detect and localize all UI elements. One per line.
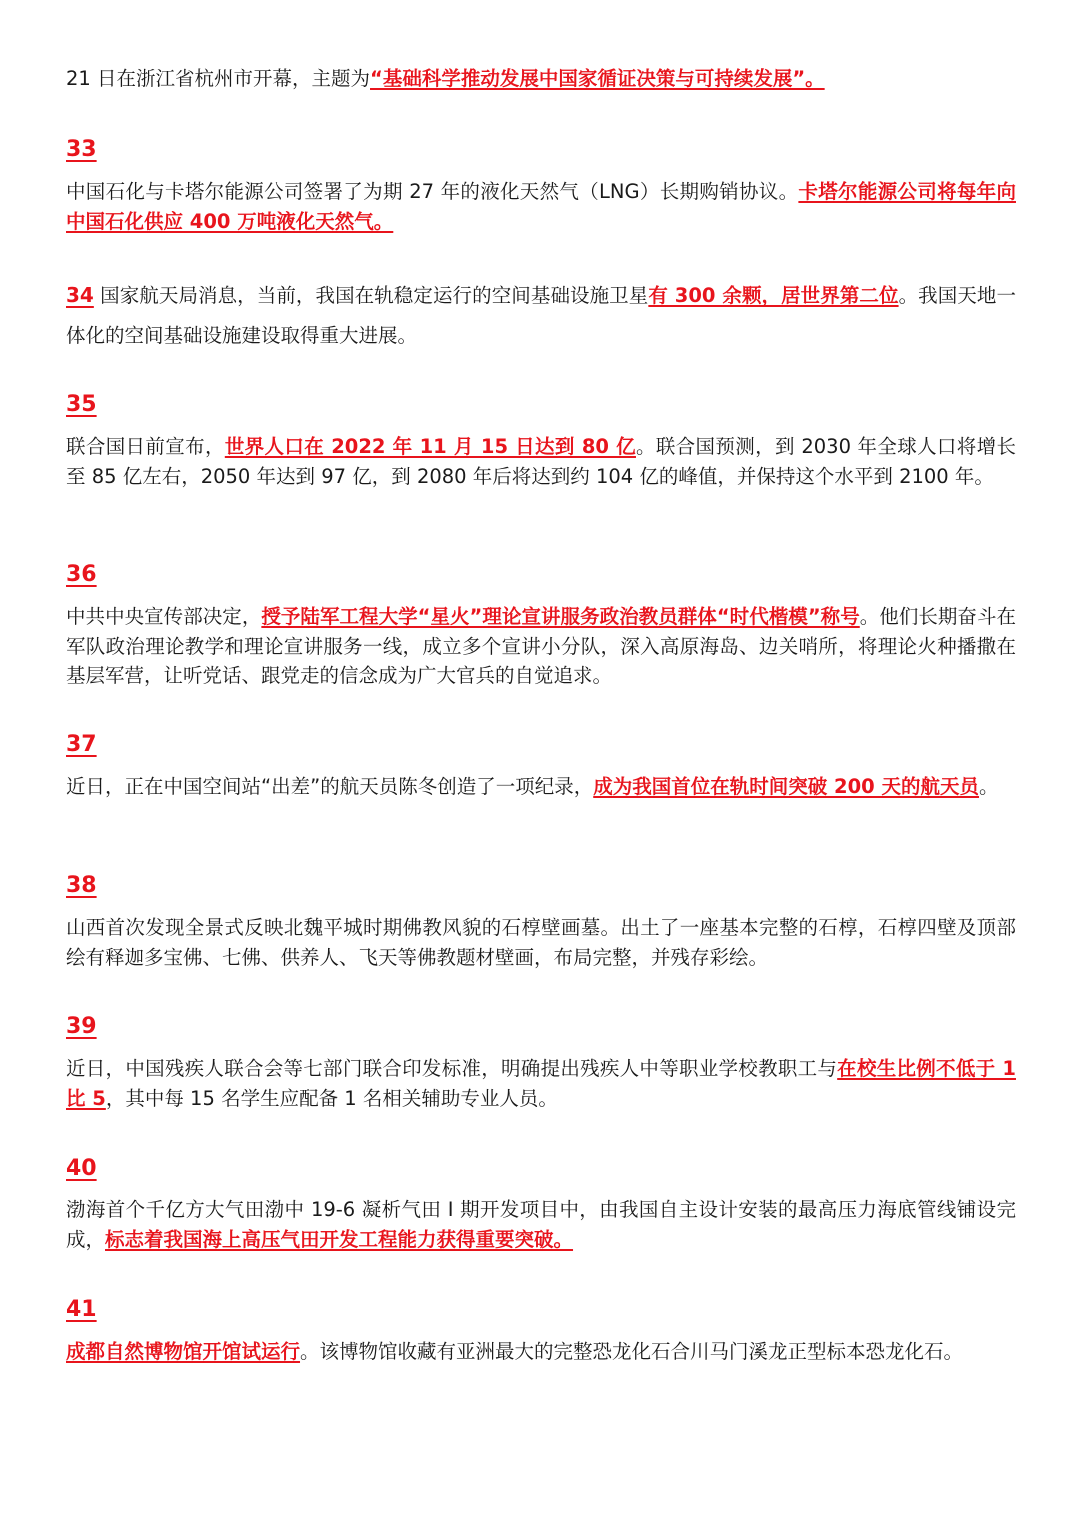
news-item-34 xyxy=(66,276,1016,356)
news-body-35 xyxy=(66,432,1016,491)
item-text-after: 。联合国预测，到 2030 年全球人口将增长至 85 亿左右，2050 年达到 97 亿，到 2080 年后将达到约 104 亿的峰值，并保持这个水平到 2100 年。 xyxy=(66,435,1016,488)
news-item-38 xyxy=(66,872,1016,900)
item-highlight: 在校生比例不低于 1 比 5 xyxy=(66,1057,1016,1110)
item-text-after: 。 xyxy=(979,775,999,798)
item-highlight: 标志着我国海上高压气田开发工程能力获得重要突破。 xyxy=(105,1227,574,1251)
item-text: 中国石化与卡塔尔能源公司签署了为期 27 年的液化天然气（LNG）长期购销协议。 xyxy=(66,180,799,203)
item-number: 35 xyxy=(66,392,97,417)
news-item-41 xyxy=(66,1296,1016,1324)
item-highlight: 成为我国首位在轨时间突破 200 天的航天员 xyxy=(593,775,980,798)
item-number: 37 xyxy=(66,732,97,757)
item-text-after: 。该博物馆收藏有亚洲最大的完整恐龙化石合川马门溪龙正型标本恐龙化石。 xyxy=(300,1340,964,1363)
news-body-38 xyxy=(66,913,1016,972)
item-text: 近日，正在中国空间站“出差”的航天员陈冬创造了一项纪录， xyxy=(66,775,594,798)
item-text: 近日，中国残疾人联合会等七部门联合印发标准，明确提出残疾人中等职业学校教职工与 xyxy=(66,1057,838,1080)
item-number: 39 xyxy=(66,1014,97,1039)
item-number: 40 xyxy=(66,1156,97,1181)
item-highlight: 卡塔尔能源公司将每年向中国石化供应 400 万吨液化天然气。 xyxy=(66,180,1016,233)
item-text-after: 。他们长期奋斗在军队政治理论教学和理论宣讲服务一线，成立多个宣讲小分队，深入高原海岛、边关哨所，将理论火种播撒在基层军营，让听党话、跟党走的信念成为广大官兵的自觉追求。 xyxy=(66,605,1016,687)
intro-text: 21 日在浙江省杭州市开幕，主题为 xyxy=(66,67,371,90)
item-highlight: 世界人口在 2022 年 11 月 15 日达到 80 亿 xyxy=(224,435,636,458)
item-number: 33 xyxy=(66,137,97,162)
news-body-39 xyxy=(66,1054,1016,1113)
item-highlight: 成都自然博物馆开馆试运行 xyxy=(66,1340,301,1363)
news-item-39 xyxy=(66,1013,1016,1041)
item-number: 38 xyxy=(66,873,97,898)
item-text: 中共中央宣传部决定， xyxy=(66,605,262,628)
news-body-36 xyxy=(66,602,1016,691)
item-number: 34 xyxy=(66,283,94,307)
news-item-35 xyxy=(66,391,1016,419)
item-text-after: 。我国天地一体化的空间基础设施建设取得重大进展。 xyxy=(66,284,1016,347)
item-text: 渤海首个千亿方大气田渤中 19-6 凝析气田 I 期开发项目中，由我国自主设计安装的最高压力海底管线铺设完成， xyxy=(66,1198,1016,1251)
intro-highlight: “基础科学推动发展中国家循证决策与可持续发展”。 xyxy=(370,67,825,90)
news-body-40 xyxy=(66,1195,1016,1254)
item-text-after: ，其中每 15 名学生应配备 1 名相关辅助专业人员。 xyxy=(105,1086,558,1110)
news-body-33 xyxy=(66,177,1016,236)
intro-paragraph xyxy=(66,64,1016,94)
item-text: 山西首次发现全景式反映北魏平城时期佛教风貌的石椁壁画墓。出土了一座基本完整的石椁，石椁四壁及顶部绘有释迦多宝佛、七佛、供养人、飞天等佛教题材壁画，布局完整，并残存彩绘。 xyxy=(66,916,1016,969)
item-highlight: 授予陆军工程大学“星火”理论宣讲服务政治教员群体“时代楷模”称号 xyxy=(261,605,860,628)
news-item-33 xyxy=(66,136,1016,164)
news-item-37 xyxy=(66,731,1016,759)
item-highlight: 有 300 余颗，居世界第二位 xyxy=(648,284,899,307)
item-number: 41 xyxy=(66,1297,97,1322)
news-body-41 xyxy=(66,1337,1016,1367)
item-number: 36 xyxy=(66,562,97,587)
news-item-36 xyxy=(66,561,1016,589)
item-text: 联合国日前宣布， xyxy=(66,435,225,458)
news-body-37 xyxy=(66,772,1016,802)
news-item-40 xyxy=(66,1155,1016,1183)
item-text: 国家航天局消息，当前，我国在轨稳定运行的空间基础设施卫星 xyxy=(93,284,649,307)
